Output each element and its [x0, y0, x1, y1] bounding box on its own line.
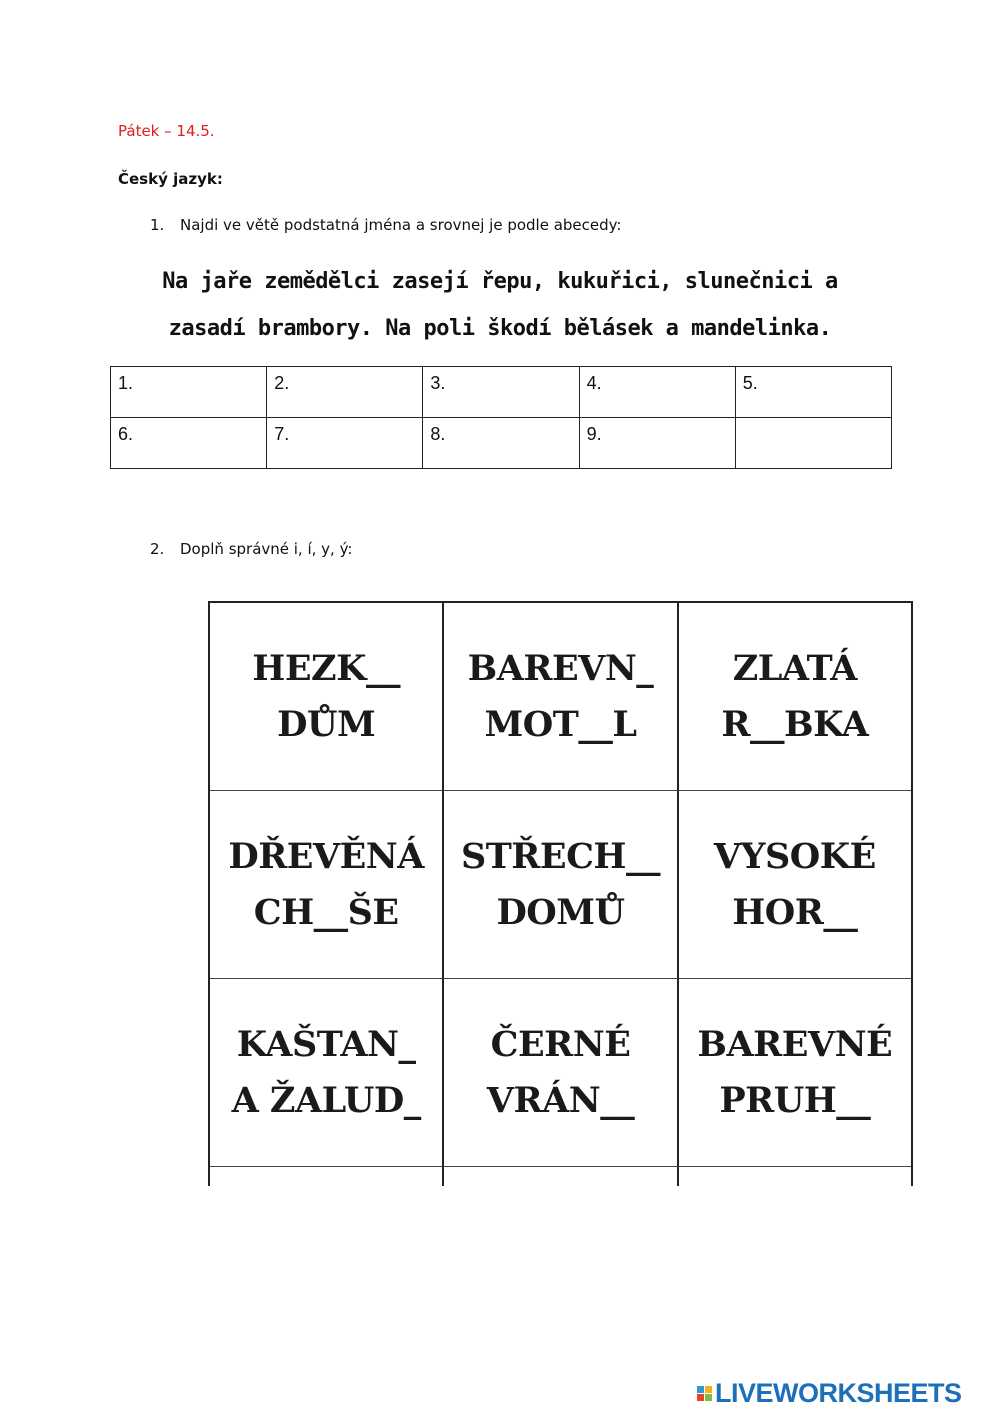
- word-card-line: BAREVN_: [467, 647, 654, 689]
- word-card-line: BAREVNÉ: [697, 1023, 893, 1065]
- answer-cell[interactable]: 4.: [579, 367, 735, 418]
- answer-row: [111, 418, 892, 469]
- word-card-line: ZLATÁ: [732, 647, 857, 689]
- word-card-line: KAŠTAN_: [236, 1023, 416, 1065]
- answer-cell[interactable]: 1.: [111, 367, 267, 418]
- word-card-line: HOR__: [732, 891, 858, 933]
- task2-instruction: [150, 540, 352, 558]
- word-card: [677, 979, 911, 1167]
- word-card-line: VYSOKÉ: [713, 835, 876, 877]
- answer-cell[interactable]: 5.: [735, 367, 891, 418]
- card-row-cut-off: [208, 1167, 911, 1186]
- task2-number: 2.: [150, 540, 165, 558]
- word-card-line: CH__ŠE: [253, 891, 399, 933]
- word-card-line: VRÁN__: [486, 1079, 635, 1121]
- answer-row: [111, 367, 892, 418]
- answer-cell[interactable]: 6.: [111, 418, 267, 469]
- logo-text: LIVEWORKSHEETS: [715, 1378, 962, 1408]
- answer-cell[interactable]: 3.: [423, 367, 579, 418]
- logo-square: [705, 1386, 712, 1393]
- word-card-line: DŮM: [277, 703, 376, 745]
- liveworksheets-logo-icon: [697, 1386, 712, 1401]
- word-card-line: DŘEVĚNÁ: [228, 835, 424, 877]
- word-card: [677, 603, 911, 791]
- word-card: [677, 791, 911, 979]
- word-card: [208, 603, 442, 791]
- word-card-empty: [208, 1167, 442, 1186]
- word-card-line: MOT__L: [484, 703, 637, 745]
- answer-cell[interactable]: 7.: [267, 418, 423, 469]
- word-card: [442, 791, 676, 979]
- word-card: [442, 979, 676, 1167]
- word-card: [208, 791, 442, 979]
- task1-sentence: [110, 258, 890, 352]
- sentence-line-2: zasadí brambory. Na poli škodí bělásek a mandelinka.: [168, 316, 832, 341]
- answer-cell[interactable]: 2.: [267, 367, 423, 418]
- card-row: [208, 603, 911, 791]
- word-card-empty: [442, 1167, 676, 1186]
- logo-square: [697, 1394, 704, 1401]
- answer-table: [110, 366, 892, 469]
- word-card-grid: [208, 601, 913, 1186]
- answer-cell[interactable]: 8.: [423, 418, 579, 469]
- answer-cell[interactable]: 9.: [579, 418, 735, 469]
- card-row: [208, 979, 911, 1167]
- task1-number: 1.: [150, 216, 165, 234]
- word-card-line: A ŽALUD_: [231, 1079, 421, 1121]
- word-card: [208, 979, 442, 1167]
- word-card-empty: [677, 1167, 911, 1186]
- liveworksheets-logo[interactable]: [697, 1378, 962, 1409]
- date-heading: Pátek – 14.5.: [118, 122, 215, 140]
- sentence-line-1: Na jaře zemědělci zasejí řepu, kukuřici, slunečnici a: [162, 269, 838, 294]
- task1-instruction: [150, 216, 622, 234]
- task1-text: Najdi ve větě podstatná jména a srovnej je podle abecedy:: [180, 216, 622, 234]
- word-card-line: STŘECH__: [460, 835, 660, 877]
- card-row: [208, 791, 911, 979]
- answer-cell[interactable]: [735, 418, 891, 469]
- word-card-line: PRUH__: [719, 1079, 871, 1121]
- task2-text: Doplň správné i, í, y, ý:: [180, 540, 353, 558]
- logo-square: [697, 1386, 704, 1393]
- word-card-line: HEZK__: [252, 647, 401, 689]
- word-card-line: DOMŮ: [496, 891, 625, 933]
- word-card: [442, 603, 676, 791]
- logo-square: [705, 1394, 712, 1401]
- subject-heading: Český jazyk:: [118, 170, 223, 188]
- word-card-line: ČERNÉ: [490, 1023, 631, 1065]
- word-card-line: R__BKA: [721, 703, 869, 745]
